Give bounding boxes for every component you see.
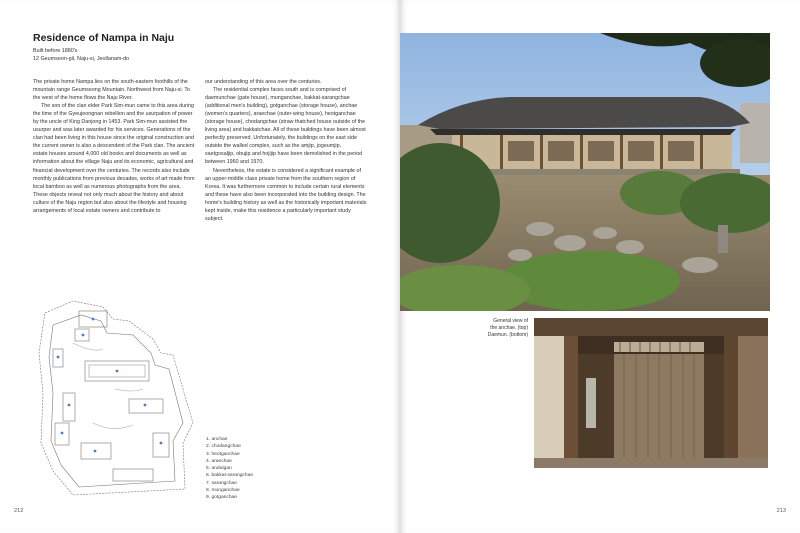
photo-caption (428, 318, 528, 339)
legend-item: 1. anchae (206, 437, 228, 442)
caption-line: Daemun. (bottom) (487, 332, 528, 338)
paragraph: The private home Nampa lies on the south-eastern foothills of the mountain range Geumseong Mountain, Northwest from Naju-si. To the west of the home flows the Naju River. (33, 79, 191, 102)
site-plan-drawing (33, 293, 198, 496)
anchae-photo (400, 33, 770, 311)
text-column-1 (33, 78, 196, 215)
legend-item: 7. sarangchae (206, 480, 237, 486)
paragraph: Nevertheless, the estate is considered a significant example of an upper-middle class private home from the southern region of Korea. It was furthermore common to include certain rural elements and these have also been incorporated into the building design. The home's building history as well as the historically important materials kept inside, make this residence a particularly important study subject. (205, 167, 367, 222)
address: 12 Geumseon-gil, Naju-si, Jeollanam-do (33, 56, 130, 62)
text-column-2 (205, 78, 368, 223)
page-number-left: 212 (14, 508, 24, 514)
paragraph: The son of the clan elder Park Sim-mun came to this area during the time of the Gyeujeongnan rebellion and the usurpation of power by the uncle of King Danjong in 1453. Park Sim-mun assisted the usurper and was later awarded for his services. Generations of the clan had been living in this house since the original construction and the current owner is also a descendent of the Park clan. The ancient estate houses around 4,000 old books and documents as well as information about the village Naju and its economic, agricultural and financial development over the centuries. The records also include monthly publications from previous decades, works of art made from local bamboo as well as numerous photographs from the area. These objects reveal not only much about the history and about culture of the Naju region but also about the lifestyle and housing arrangements of local estate owners and contribute to (33, 103, 195, 214)
plan-legend (206, 436, 253, 502)
paragraph: The residential complex faces south and is comprised of daemunchae (gate house), munganchae, bakkat-sarangchae (additional men's building), gotganchae (storage house), anchae (women's quarters), araechae (outer-wing house), heotganchae (storage house), chodangchae (straw thatched house outside of the living area) and bakkatchae. All of these buildings have been almost perfectly preserved. Unfortunately, the buildings on the east side outside the walled complex, such as the amjip, jogeumjip, saetgosaljip, obujip and hojijip have been demolished in the period between 1960 and 1970. (205, 87, 366, 166)
legend-item: 2. chodangchae (206, 444, 241, 450)
caption-line: the anchae. (top) (490, 325, 528, 331)
right-page (400, 0, 800, 533)
legend-item: 4. araechae (206, 458, 232, 464)
daemun-photo (534, 318, 768, 468)
legend-item: 9. gotganchae (206, 495, 238, 501)
legend-item: 5. andutgan (206, 466, 232, 472)
page-title: Residence of Nampa in Naju (33, 32, 175, 44)
built-date: Built before 1880's (33, 48, 78, 54)
legend-item: 3. heotganchae (206, 451, 240, 457)
paragraph: our understanding of this area over the centuries. (205, 79, 322, 85)
subtitle-block (33, 47, 129, 63)
caption-line: General view of (493, 318, 528, 324)
legend-item: 8. munganchae (206, 488, 240, 494)
legend-item: 6. bakkat-sarangchae (206, 473, 254, 479)
page-number-right: 213 (776, 508, 786, 514)
